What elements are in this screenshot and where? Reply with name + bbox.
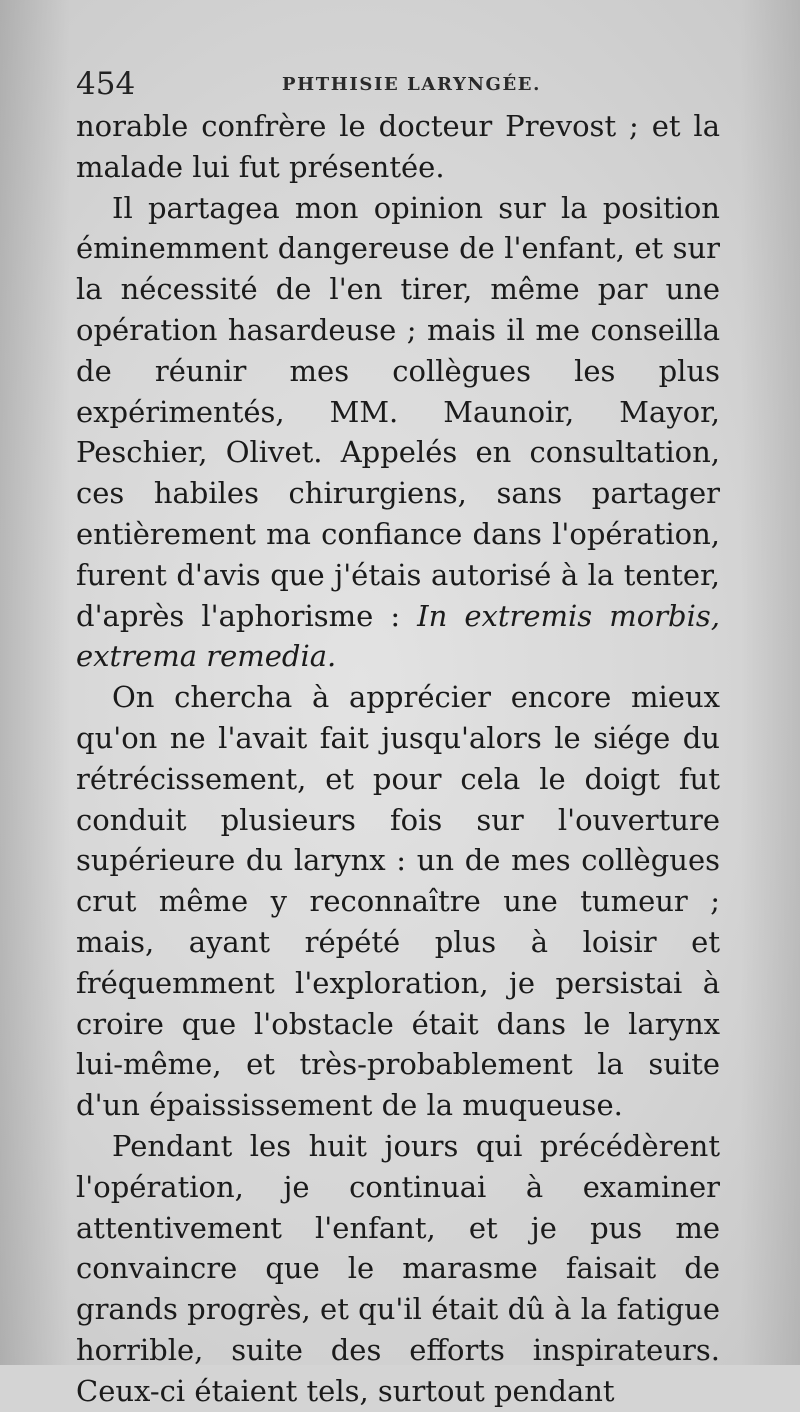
running-title: PHTHISIE LARYNGÉE. xyxy=(282,74,541,95)
paragraph-text: Il partagea mon opinion sur la position éminemment dangereuse de l'enfant, et sur la nécessité de l'en tirer, même par une opération hasardeuse ; mais il me conseilla de réunir mes collègues les plus expérimentés, MM. Maunoir, Mayor, Peschier, Olivet. Appelés en consultation, ces habiles chirurgiens, sans partager entièrement ma confiance dans l'opération, furent d'avis que j'étais autorisé à la tenter, d'après l'aphorisme : xyxy=(76,190,720,633)
page-header xyxy=(76,62,720,108)
body-text xyxy=(76,106,720,1412)
paragraph-continuation: norable confrère le docteur Prevost ; et la malade lui fut présentée. xyxy=(76,109,720,184)
paragraph-examination: On chercha à apprécier encore mieux qu'on ne l'avait fait jusqu'alors le siége du rétrécissement, et pour cela le doigt fut conduit plusieurs fois sur l'ouverture supérieure du larynx : un de mes collègues crut même y reconnaître une tumeur ; mais, ayant répété plus à loisir et fréquemment l'exploration, je persistai à croire que l'obstacle était dans le larynx lui-même, et très-probablement la suite d'un épaississement de la muqueuse. xyxy=(76,680,720,1123)
paragraph-consultation xyxy=(76,188,720,678)
page-number: 454 xyxy=(76,66,136,102)
paragraph-preoperative: Pendant les huit jours qui précédèrent l'opération, je continuai à examiner attentivement l'enfant, et je pus me convaincre que le marasme faisait de grands progrès, et qu'il était dû à la fatigue horrible, suite des efforts inspirateurs. Ceux-ci étaient tels, surtout pendant xyxy=(76,1128,720,1408)
latin-aphorism: In extremis morbis, extrema remedia. xyxy=(76,598,721,674)
